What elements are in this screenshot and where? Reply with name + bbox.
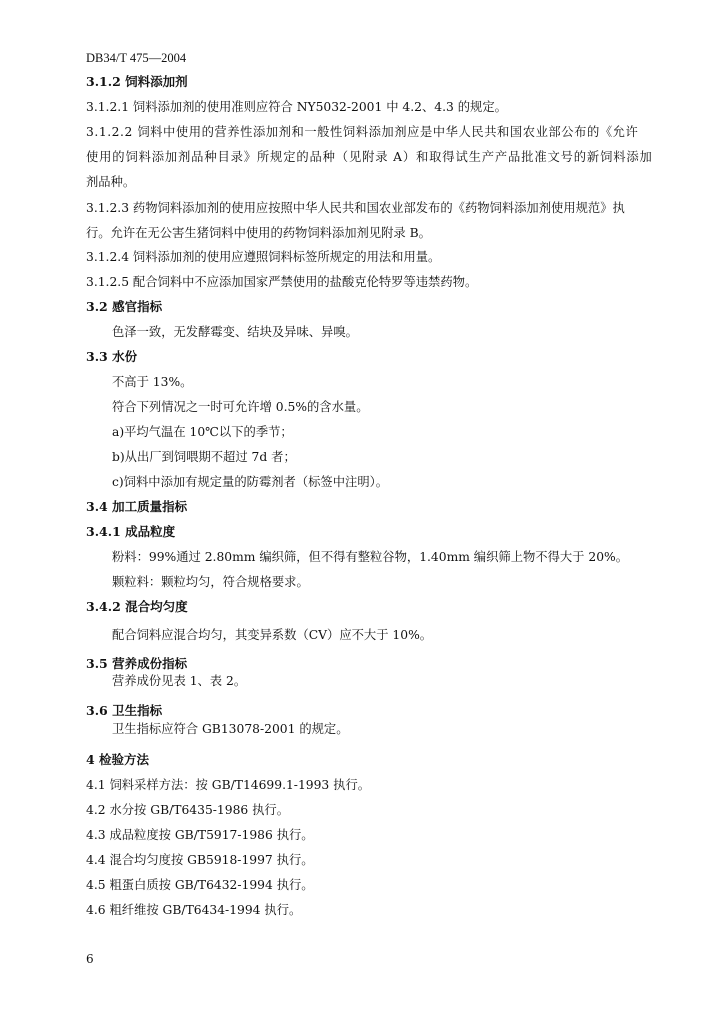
section-heading: 3.5 营养成份指标 bbox=[86, 656, 188, 671]
paragraph-line: 符合下列情况之一时可允许增 0.5%的含水量。 bbox=[112, 400, 369, 414]
section-heading: 3.2 感官指标 bbox=[86, 299, 163, 314]
paragraph-line: 3.1.2.1 饲料添加剂的使用准则应符合 NY5032-2001 中 4.2、4.3 的规定。 bbox=[86, 100, 507, 114]
document-id: DB34/T 475—2004 bbox=[86, 51, 187, 65]
section-heading: 4 检验方法 bbox=[86, 752, 150, 767]
list-item: 4.6 粗纤维按 GB/T6434-1994 执行。 bbox=[86, 903, 302, 917]
list-item: 4.4 混合均匀度按 GB5918-1997 执行。 bbox=[86, 853, 314, 867]
section-heading: 3.4.1 成品粒度 bbox=[86, 524, 176, 539]
paragraph-line: 3.1.2.4 饲料添加剂的使用应遵照饲料标签所规定的用法和用量。 bbox=[86, 250, 441, 264]
paragraph-line: 营养成份见表 1、表 2。 bbox=[112, 674, 247, 688]
paragraph-line: 3.1.2.3 药物饲料添加剂的使用应按照中华人民共和国农业部发布的《药物饲料添加剂使用规范》执 bbox=[86, 201, 625, 215]
paragraph-line: 使用的饲料添加剂品种目录》所规定的品种（见附录 A）和取得试生产产品批准文号的新饲料添加 bbox=[86, 150, 653, 164]
section-heading: 3.6 卫生指标 bbox=[86, 703, 163, 718]
list-item: 4.5 粗蛋白质按 GB/T6432-1994 执行。 bbox=[86, 878, 314, 892]
paragraph-line: 卫生指标应符合 GB13078-2001 的规定。 bbox=[112, 722, 349, 736]
paragraph-line: 行。允许在无公害生猪饲料中使用的药物饲料添加剂见附录 B。 bbox=[86, 226, 431, 240]
section-heading: 3.3 水份 bbox=[86, 349, 138, 364]
paragraph-line: 颗粒料：颗粒均匀，符合规格要求。 bbox=[112, 575, 309, 589]
page-number: 6 bbox=[86, 952, 94, 966]
list-item: 4.1 饲料采样方法：按 GB/T14699.1-1993 执行。 bbox=[86, 778, 371, 792]
list-item: 4.3 成品粒度按 GB/T5917-1986 执行。 bbox=[86, 828, 314, 842]
paragraph-line: 3.1.2.5 配合饲料中不应添加国家严禁使用的盐酸克伦特罗等违禁药物。 bbox=[86, 275, 478, 289]
paragraph-line: 色泽一致，无发酵霉变、结块及异味、异嗅。 bbox=[112, 325, 358, 339]
section-heading: 3.4 加工质量指标 bbox=[86, 499, 188, 514]
paragraph-line: 剂品种。 bbox=[86, 175, 136, 189]
paragraph-line: 配合饲料应混合均匀，其变异系数（CV）应不大于 10%。 bbox=[112, 628, 433, 642]
list-item: b)从出厂到饲喂期不超过 7d 者； bbox=[112, 450, 296, 464]
list-item: 4.2 水分按 GB/T6435-1986 执行。 bbox=[86, 803, 290, 817]
section-heading: 3.4.2 混合均匀度 bbox=[86, 599, 188, 614]
paragraph-line: 3.1.2.2 饲料中使用的营养性添加剂和一般性饲料添加剂应是中华人民共和国农业部公布的《允许 bbox=[86, 125, 639, 139]
list-item: a)平均气温在 10℃以下的季节； bbox=[112, 425, 293, 439]
paragraph-line: 粉料：99%通过 2.80mm 编织筛，但不得有整粒谷物，1.40mm 编织筛上物不得大于 20%。 bbox=[112, 550, 629, 564]
paragraph-line: 不高于 13%。 bbox=[112, 375, 193, 389]
section-heading: 3.1.2 饲料添加剂 bbox=[86, 74, 188, 89]
list-item: c)饲料中添加有规定量的防霉剂者（标签中注明）。 bbox=[112, 475, 389, 489]
